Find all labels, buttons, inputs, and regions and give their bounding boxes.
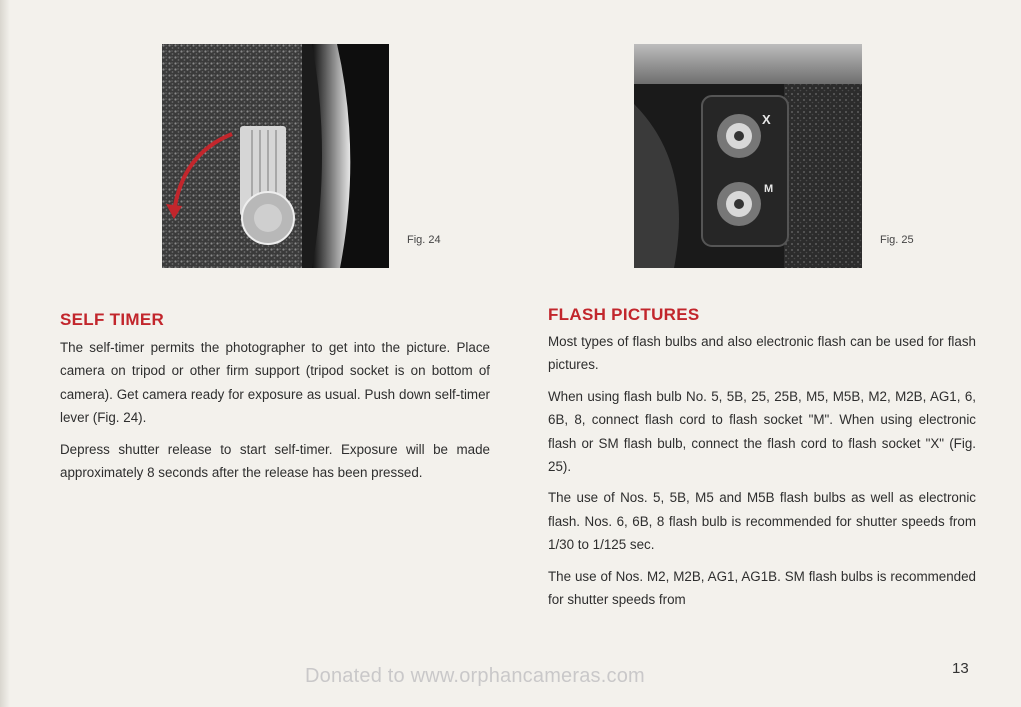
page-edge-shadow bbox=[0, 0, 10, 707]
flash-paragraph-1: Most types of flash bulbs and also electronic flash can be used for flash pictures. bbox=[548, 334, 976, 373]
page-number: 13 bbox=[952, 660, 969, 677]
flash-paragraph-2: When using flash bulb No. 5, 5B, 25, 25B, M5, M5B, M2, M2B, AG1, 6, 6B, 8, connect flash cord to flash socket "M". When using electronic flash or SM flash bulb, connect the flash cord to flash socket "X" (Fig. 25). bbox=[548, 388, 976, 475]
flash-pictures-body bbox=[548, 330, 976, 619]
figure-25-photo bbox=[634, 44, 862, 268]
self-timer-lever-illustration bbox=[162, 44, 389, 268]
flash-pictures-heading: FLASH PICTURES bbox=[548, 305, 700, 324]
socket-x-label: X bbox=[762, 112, 771, 127]
self-timer-body bbox=[60, 336, 490, 492]
watermark-text: Donated to www.orphancameras.com bbox=[305, 665, 645, 687]
flash-socket-illustration bbox=[634, 44, 862, 268]
self-timer-paragraph-2: Depress shutter release to start self-timer. Exposure will be made approximately 8 seconds after the release has been pressed. bbox=[60, 441, 490, 481]
flash-paragraph-3: The use of Nos. 5, 5B, M5 and M5B flash bulbs as well as electronic flash. Nos. 6, 6B, 8 flash bulb is recommended for shutter speeds from 1/30 to 1/125 sec. bbox=[548, 490, 976, 553]
figure-24-photo bbox=[162, 44, 389, 268]
flash-paragraph-4: The use of Nos. M2, M2B, AG1, AG1B. SM flash bulbs is recommended for shutter speeds from bbox=[548, 568, 976, 608]
self-timer-paragraph-1: The self-timer permits the photographer to get into the picture. Place camera on tripod or other firm support (tripod socket is on bottom of camera). Get camera ready for exposure as usual. Push down self-timer lever (Fig. 24). bbox=[60, 340, 490, 426]
self-timer-heading: SELF TIMER bbox=[60, 310, 165, 329]
figure-25-caption: Fig. 25 bbox=[880, 234, 914, 246]
socket-m-label: M bbox=[764, 183, 774, 195]
figure-24-caption: Fig. 24 bbox=[407, 234, 441, 246]
